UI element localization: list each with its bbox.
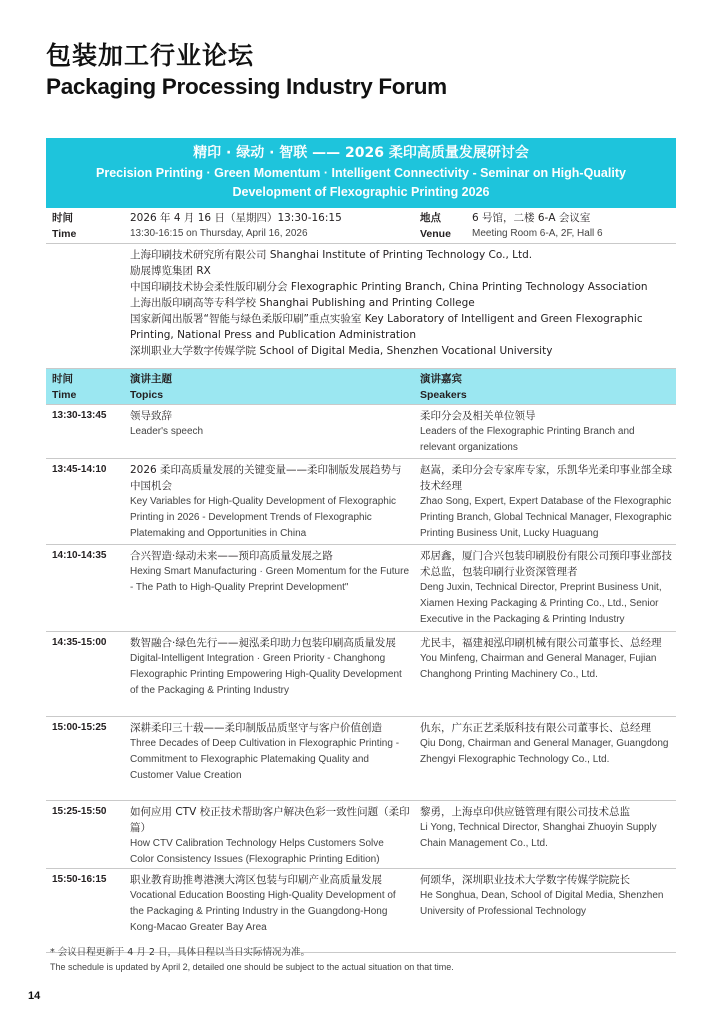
footnote-en: The schedule is updated by April 2, detailed one should be subject to the actual situation on that time. [50, 962, 454, 972]
speaker-cn: 柔印分会及相关单位领导 [420, 410, 536, 422]
topic-en: Vocational Education Boosting High-Quality Development of the Packaging & Printing Industry in the Guangdong-Hong Kong-Macao Greater Bay Area [130, 890, 396, 933]
speaker-cn: 黎勇，上海卓印供应链管理有限公司技术总监 [420, 806, 630, 818]
speaker-en: Li Yong, Technical Director, Shanghai Zhuoyin Supply Chain Management Co., Ltd. [420, 822, 657, 849]
topic-cn: 数智融合·绿色先行——昶泓柔印助力包装印刷高质量发展 [130, 637, 396, 649]
table-row [46, 717, 676, 801]
speaker-en: Zhao Song, Expert, Expert Database of the Flexographic Printing Branch, Global Technical Manager, Flexographic Printing Business Unit, Lucky Huaguang [420, 496, 672, 539]
event-time-en: 13:30-16:15 on Thursday, April 16, 2026 [130, 228, 308, 239]
speaker-cn: 赵嵩，柔印分会专家库专家，乐凯华光柔印事业部全球技术经理 [420, 464, 672, 492]
session-time: 15:00-15:25 [52, 722, 107, 733]
col-topic-cn: 演讲主题 [130, 373, 172, 385]
seminar-title-cn: 精印 · 绿动 · 智联 —— 2026 柔印高质量发展研讨会 [193, 145, 529, 161]
col-speaker-cn: 演讲嘉宾 [420, 373, 462, 385]
speaker-en: He Songhua, Dean, School of Digital Media, Shenzhen University of Professional Technology [420, 890, 664, 917]
seminar-title-en: Precision Printing · Green Momentum · Intelligent Connectivity - Seminar on High-Quality Development of Flexographic Printing 2026 [96, 166, 626, 199]
time-label-en: Time [52, 228, 77, 240]
table-row [46, 869, 676, 953]
speaker-en: Qiu Dong, Chairman and General Manager, Guangdong Zhengyi Flexographic Technology Co., Ltd. [420, 738, 669, 765]
session-time: 15:50-16:15 [52, 874, 107, 885]
speaker-cn: 尤民丰，福建昶泓印刷机械有限公司董事长、总经理 [420, 637, 662, 649]
organizer-item: 国家新闻出版署“智能与绿色柔版印刷”重点实验室 Key Laboratory of Intelligent and Green Flexographic Printing, National Press and Publication Administration [130, 313, 643, 341]
table-row [46, 405, 676, 459]
organizers-row [46, 244, 676, 369]
organizer-item: 中国印刷技术协会柔性版印刷分会 Flexographic Printing Branch, China Printing Technology Association [130, 281, 648, 293]
session-time: 13:30-13:45 [52, 410, 107, 421]
topic-cn: 合兴智造·绿动未来——预印高质量发展之路 [130, 550, 333, 562]
session-time: 13:45-14:10 [52, 464, 107, 475]
topic-en: Three Decades of Deep Cultivation in Flexographic Printing - Commitment to Flexographic Platemaking Quality and Customer Value Creation [130, 738, 400, 781]
speaker-en: Deng Juxin, Technical Director, Preprint Business Unit, Xiamen Hexing Packaging & Printing Co., Ltd., Senior Executive in the Packaging & Printing Industry [420, 582, 662, 625]
page-header [46, 40, 447, 102]
table-row [46, 632, 676, 717]
session-time: 14:35-15:00 [52, 637, 107, 648]
speaker-cn: 邓居鑫，厦门合兴包装印刷股份有限公司预印事业部技术总监，包装印刷行业资深管理者 [420, 550, 672, 578]
table-row [46, 459, 676, 545]
info-row [46, 208, 676, 244]
topic-cn: 如何应用 CTV 校正技术帮助客户解决色彩一致性问题（柔印篇） [130, 806, 410, 834]
organizer-item: 上海出版印刷高等专科学校 Shanghai Publishing and Printing College [130, 297, 475, 309]
organizers-list [130, 247, 670, 359]
event-time-cn: 2026 年 4 月 16 日（星期四）13:30-16:15 [130, 212, 342, 224]
topic-en: Hexing Smart Manufacturing · Green Momentum for the Future - The Path to High-Quality Preprint Development" [130, 566, 410, 593]
organizer-item: 上海印刷技术研究所有限公司 Shanghai Institute of Printing Technology Co., Ltd. [130, 249, 533, 261]
venue-en: Meeting Room 6-A, 2F, Hall 6 [472, 228, 603, 239]
organizer-item: 励展博览集团 RX [130, 265, 211, 277]
time-label-cn: 时间 [52, 212, 73, 224]
col-speaker-en: Speakers [420, 389, 467, 401]
topic-en: Key Variables for High-Quality Development of Flexographic Printing in 2026 - Development Trends of Flexographic Platemaking and Opportunities in China [130, 496, 397, 539]
col-time-cn: 时间 [52, 373, 73, 385]
seminar-banner [46, 138, 676, 208]
venue-label-cn: 地点 [420, 212, 441, 224]
speaker-cn: 仇东，广东正艺柔版科技有限公司董事长、总经理 [420, 722, 651, 734]
schedule-table [46, 208, 676, 953]
col-topic-en: Topics [130, 389, 164, 401]
topic-en: Leader's speech [130, 426, 204, 437]
speaker-cn: 何颂华，深圳职业技术大学数字传媒学院院长 [420, 874, 630, 886]
footnote-cn: * 会议日程更新于 4 月 2 日，具体日程以当日实际情况为准。 [50, 947, 310, 958]
venue-cn: 6 号馆，二楼 6-A 会议室 [472, 212, 591, 224]
col-time-en: Time [52, 389, 77, 401]
topic-en: How CTV Calibration Technology Helps Customers Solve Color Consistency Issues (Flexographic Printing Edition) [130, 838, 384, 865]
session-time: 14:10-14:35 [52, 550, 107, 561]
session-time: 15:25-15:50 [52, 806, 107, 817]
topic-cn: 2026 柔印高质量发展的关键变量——柔印制版发展趋势与中国机会 [130, 464, 402, 492]
topic-cn: 职业教育助推粤港澳大湾区包装与印刷产业高质量发展 [130, 874, 382, 886]
page-title-cn: 包装加工行业论坛 [46, 41, 255, 70]
table-row [46, 801, 676, 869]
speaker-en: Leaders of the Flexographic Printing Branch and relevant organizations [420, 426, 635, 453]
venue-label-en: Venue [420, 228, 451, 240]
page-title-en: Packaging Processing Industry Forum [46, 74, 447, 99]
footnote [50, 945, 680, 975]
topic-en: Digital-Intelligent Integration · Green Priority - Changhong Flexographic Printing Empowering High-Quality Development of the Packaging & Printing Industry [130, 653, 402, 696]
topic-cn: 领导致辞 [130, 410, 172, 422]
organizer-item: 深圳职业大学数字传媒学院 School of Digital Media, Shenzhen Vocational University [130, 345, 553, 357]
speaker-en: You Minfeng, Chairman and General Manager, Fujian Changhong Printing Machinery Co., Ltd. [420, 653, 657, 680]
page-number: 14 [28, 990, 41, 1002]
topic-cn: 深耕柔印三十载——柔印制版品质坚守与客户价值创造 [130, 722, 382, 734]
column-header-row [46, 369, 676, 405]
table-row [46, 545, 676, 632]
